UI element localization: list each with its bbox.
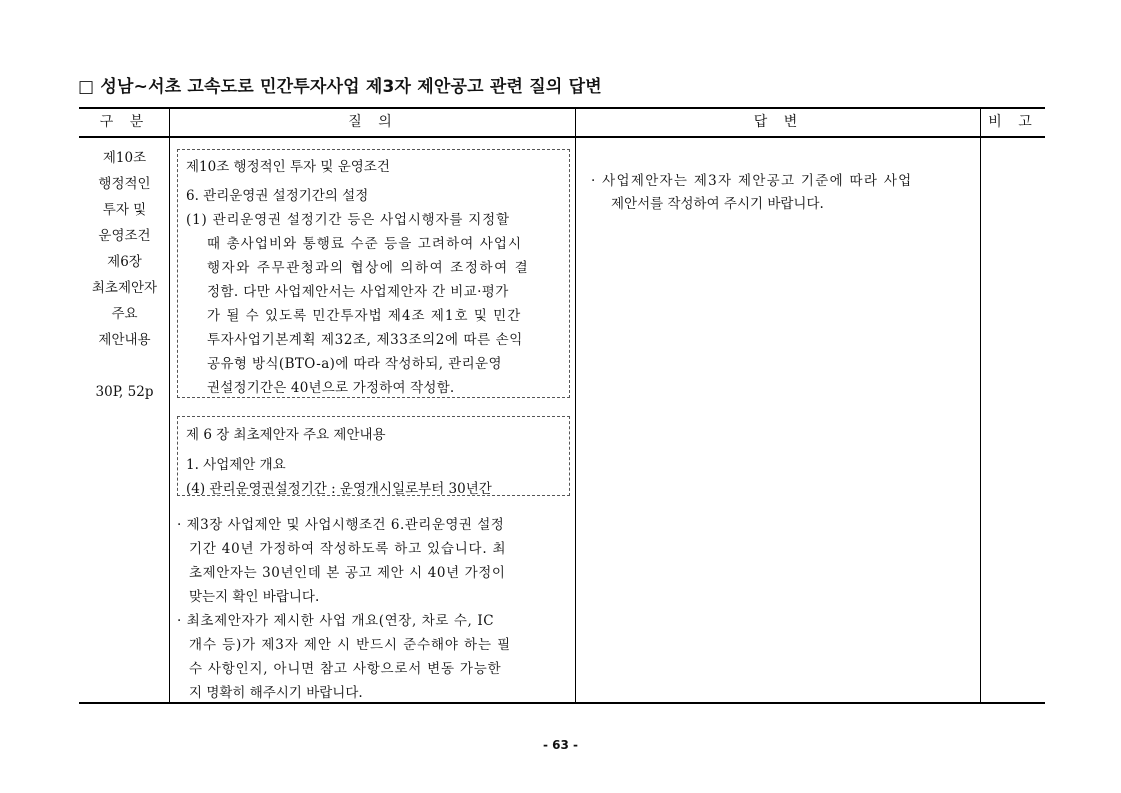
question-line: 개수 등)가 제3자 제안 시 반드시 준수해야 하는 필 <box>189 637 512 653</box>
category-line: 투자 및 <box>102 202 147 218</box>
category-line: 제안내용 <box>98 332 151 348</box>
quote-box-chapter-6 <box>177 416 570 496</box>
header-remark: 비 고 <box>988 114 1038 130</box>
header-question: 질 의 <box>348 114 398 130</box>
quote-box-item: 1. 사업제안 개요 <box>186 457 286 473</box>
quote-box-title: 제10조 행정적인 투자 및 운영조건 <box>186 159 390 175</box>
question-line: 수 사항인지, 아니면 참고 사항으로서 변동 가능한 <box>189 661 502 677</box>
category-line: 30P, 52p <box>95 384 154 400</box>
quote-box-title: 제 6 장 최초제안자 주요 제안내용 <box>186 427 386 443</box>
answer-line: · 사업제안자는 제3자 제안공고 기준에 따라 사업 <box>591 173 913 189</box>
quote-line: 권설정기간은 40년으로 가정하여 작성함. <box>207 380 455 396</box>
category-line: 최초제안자 <box>91 280 158 296</box>
category-line: 행정적인 <box>98 176 151 192</box>
column-divider <box>169 107 170 704</box>
header-category: 구 분 <box>99 114 150 130</box>
header-rule <box>79 136 1045 138</box>
quote-line: 행자와 주무관청과의 협상에 의하여 조정하여 결 <box>207 260 530 276</box>
question-line: · 최초제안자가 제시한 사업 개요(연장, 차로 수, IC <box>177 613 495 629</box>
question-line: · 제3장 사업제안 및 사업시행조건 6.관리운영권 설정 <box>177 517 505 533</box>
page-title: □ 성남~서초 고속도로 민간투자사업 제3자 제안공고 관련 질의 답변 <box>78 77 602 97</box>
quote-line: 가 될 수 있도록 민간투자법 제4조 제1호 및 민간 <box>207 308 522 324</box>
question-line: 지 명확히 해주시기 바랍니다. <box>189 685 363 701</box>
question-line: 초제안자는 30년인데 본 공고 제안 시 40년 가정이 <box>189 565 506 581</box>
answer-line: 제안서를 작성하여 주시기 바랍니다. <box>611 196 824 212</box>
category-line: 운영조건 <box>98 228 151 244</box>
column-divider <box>575 107 576 704</box>
column-divider <box>980 107 981 704</box>
question-line: 맞는지 확인 바랍니다. <box>189 589 320 605</box>
quote-box-item: 6. 관리운영권 설정기간의 설정 <box>186 188 369 204</box>
category-line: 제10조 <box>102 150 147 166</box>
header-answer: 답 변 <box>753 114 804 130</box>
quote-line: (1) 관리운영권 설정기간 등은 사업시행자를 지정할 <box>186 212 510 228</box>
quote-line: 정함. 다만 사업제안서는 사업제안자 간 비교·평가 <box>207 284 509 300</box>
question-line: 기간 40년 가정하여 작성하도록 하고 있습니다. 최 <box>189 541 507 557</box>
quote-box-article-10 <box>177 149 570 398</box>
quote-line: (4) 관리운영권설정기간 : 운영개시일로부터 30년간 <box>186 481 492 497</box>
page-number: - 63 - <box>542 738 578 752</box>
quote-line: 때 총사업비와 통행료 수준 등을 고려하여 사업시 <box>207 236 523 252</box>
quote-line: 공유형 방식(BTO-a)에 따라 작성하되, 관리운영 <box>207 356 502 372</box>
table-bottom-rule <box>79 702 1045 704</box>
category-line: 주요 <box>111 306 138 322</box>
quote-line: 투자사업기본계획 제32조, 제33조의2에 따른 손익 <box>207 332 523 348</box>
category-cell <box>80 145 169 405</box>
category-line: 제6장 <box>107 254 142 270</box>
